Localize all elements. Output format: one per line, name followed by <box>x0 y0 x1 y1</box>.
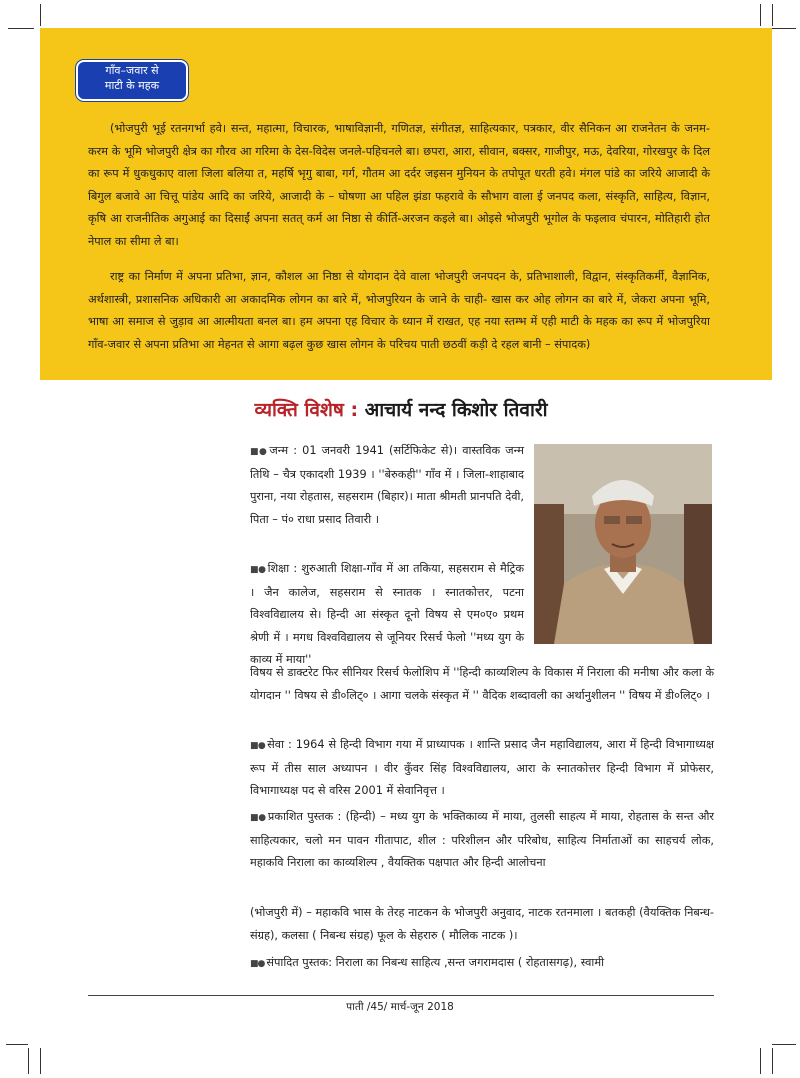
bio-seva <box>250 734 714 803</box>
column-badge-line2: माटी के महक <box>104 79 160 92</box>
bio-janm <box>250 440 524 531</box>
portrait-photo <box>534 444 712 644</box>
bio-pustak-bhojpuri: (भोजपुरी में) – महाकवि भास के तेरह नाटकन के भोजपुरी अनुवाद, नाटक रतनमाला । बतकही (वैयक्तिक निबन्ध-संग्रह), कलसा ( निबन्ध संग्रह) फूल के सेहरारु ( मौलिक नाटक )। <box>250 906 714 942</box>
crop-mark <box>6 1044 28 1045</box>
portrait-illustration <box>534 444 712 644</box>
crop-mark <box>760 1048 761 1074</box>
crop-mark <box>28 1048 29 1074</box>
bullet-icon: ■● <box>250 741 266 751</box>
bio-shiksha-a-text: शिक्षा : शुरुआती शिक्षा-गाँव में आ तकिया, सहसराम से मैट्रिक । जैन कालेज, सहसराम से स्नातक । स्नातकोत्तर, पटना विश्वविद्यालय से। हिन्दी आ संस्कृत दूनो विषय से एम०ए० प्रथम श्रेणी में । मगध विश्वविद्यालय से जूनियर रिसर्च फेलो ''मध्य युग के काव्य में माया'' <box>250 562 525 667</box>
crop-mark <box>772 1044 796 1045</box>
intro-paragraph-2: राष्ट्र का निर्माण में अपना प्रतिभा, ज्ञान, कौशल आ निष्ठा से योगदान देवे वाला भोजपुरी जनपदन के, प्रतिभाशाली, विद्वान, संस्कृतिकर्मी, वैज्ञानिक, अर्थशास्त्री, प्रशासनिक अधिकारी आ अकादमिक लोगन का बारे में, भोजपुरियन के जाने के चाही- खास कर ओह लोगन का बारे में, जेकरा अपना भूमि, भाषा आ समाज से जुड़ाव आ आत्मीयता बनल बा। हम अपना एह विचार के ध्यान में राखत, एह नया स्तम्भ में एही माटी के महक का रूप में भोजपुरिया गाँव-जवार से अपना प्रतिभा आ मेहनत से आगा बढ़ल कुछ खास लोगन के परिचय पाती छठवीं कड़ी दे रहल बानी – संपादक) <box>88 270 710 351</box>
bullet-icon: ■● <box>250 813 266 823</box>
bullet-icon: ■● <box>250 959 265 969</box>
crop-mark <box>760 4 761 26</box>
crop-mark <box>772 1048 773 1074</box>
bio-shiksha-a <box>250 558 524 672</box>
crop-mark <box>772 28 796 29</box>
bullet-icon: ■● <box>250 447 268 457</box>
crop-mark <box>8 28 34 29</box>
bio-sampadit-text: संपादित पुस्तक: निराला का निबन्ध साहित्य ,सन्त जगरामदास ( रोहतासगढ़), स्वामी <box>266 956 605 969</box>
bio-sampadit <box>250 952 714 976</box>
intro-paragraph-1: (भोजपुरी भूई रतनगर्भा हवे। सन्त, महात्मा, विचारक, भाषाविज्ञानी, गणितज्ञ, संगीतज्ञ, साहित्यकार, पत्रकार, वीर सैनिकन आ राजनेतन के जनम-करम के भूमि भोजपुरी क्षेत्र का गौरव आ गरिमा के देस-विदेस जनले-पहिचनले बा। छपरा, आरा, सीवान, बक्सर, गाजीपुर, मऊ, देवरिया, गोरखपुर के दिल का रूप में धुकधुकाए वाला जिला बलिया त, महर्षि भृगु बाबा, गर्ग, गौतम आ दर्दर जइसन मुनियन के तपोपूत धरती हवे। मंगल पांडे का जरिये आजादी के बिगुल बजावे आ चित्तू पांडेय आदि का जरिये, आजादी के – घोषणा आ पहिल झंडा फहरावे के सौभाग वाला ई जनपद कला, संस्कृति, साहित्य, विज्ञान, कृषि आ राजनीतिक अगुआई का दिसाईं अपना सतत् कर्म आ निष्ठा से कीर्ति-अरजन कइले बा। ओइसे भोजपुरी भूगोल के फइलाव चंपारन, मोतिहारी होत नेपाल का सीमा ले बा। <box>88 122 710 248</box>
bio-janm-text: जन्म : 01 जनवरी 1941 (सर्टिफिकेट से)। वास्तविक जन्म तिथि – चैत्र एकादशी 1939 । ''बेरुकही'' गाँव में । जिला-शाहाबाद पुराना, नया रोहतास, सहसराम (बिहार)। माता श्रीमती प्रानपति देवी, पिता – पं० राधा प्रसाद तिवारी । <box>250 444 524 526</box>
heading-name: आचार्य नन्द किशोर तिवारी <box>364 399 548 421</box>
column-badge-line1: गाँव–जवार से <box>105 64 159 77</box>
crop-mark <box>772 4 773 26</box>
bullet-icon: ■● <box>250 565 266 575</box>
footer-rule <box>88 995 714 996</box>
heading-lead: व्यक्ति विशेष : <box>254 399 359 421</box>
page-footer: पाती /45/ मार्च-जून 2018 <box>346 1001 454 1013</box>
bio-pustak-hindi-text: प्रकाशित पुस्तक : (हिन्दी) – मध्य युग के भक्तिकाव्य में माया, तुलसी साहत्य में माया, रोहतास के सन्त और साहित्यकार, चलो मन पावन गीतापाट, शील : परिशीलन और परिबोध, साहित्य निर्माताओं का साहचर्य लोक, महाकवि निराला का काव्यशिल्प , वैयक्तिक पक्षपात और हिन्दी आलोचना <box>250 810 714 870</box>
crop-mark <box>40 1048 41 1074</box>
article-heading <box>90 396 712 422</box>
bio-seva-text: सेवा : 1964 से हिन्दी विभाग गया में प्राध्यापक । शान्ति प्रसाद जैन महाविद्यालय, आरा में हिन्दी विभागाध्यक्ष रूप में तीस साल अध्यापन । वीर कुँवर सिंह विश्वविद्यालय, आरा के स्नातकोत्तर हिन्दी विभाग में प्रोफेसर, विभागाध्यक्ष पद से वरिस 2001 में सेवानिवृत्त । <box>250 738 715 798</box>
column-badge <box>76 60 188 101</box>
bio-pustak-hindi <box>250 806 714 875</box>
crop-mark <box>40 4 41 26</box>
bio-shiksha-b: विषय से डाक्टरेट फिर सीनियर रिसर्च फेलोशिप में ''हिन्दी काव्यशिल्प के विकास में निराला की मनीषा और कला के योगदान '' विषय से डी०लिट्० । आगा चलके संस्कृत में '' वैदिक शब्दावली का अर्थानुशीलन '' विषय में डी०लिट्० । <box>250 666 714 702</box>
